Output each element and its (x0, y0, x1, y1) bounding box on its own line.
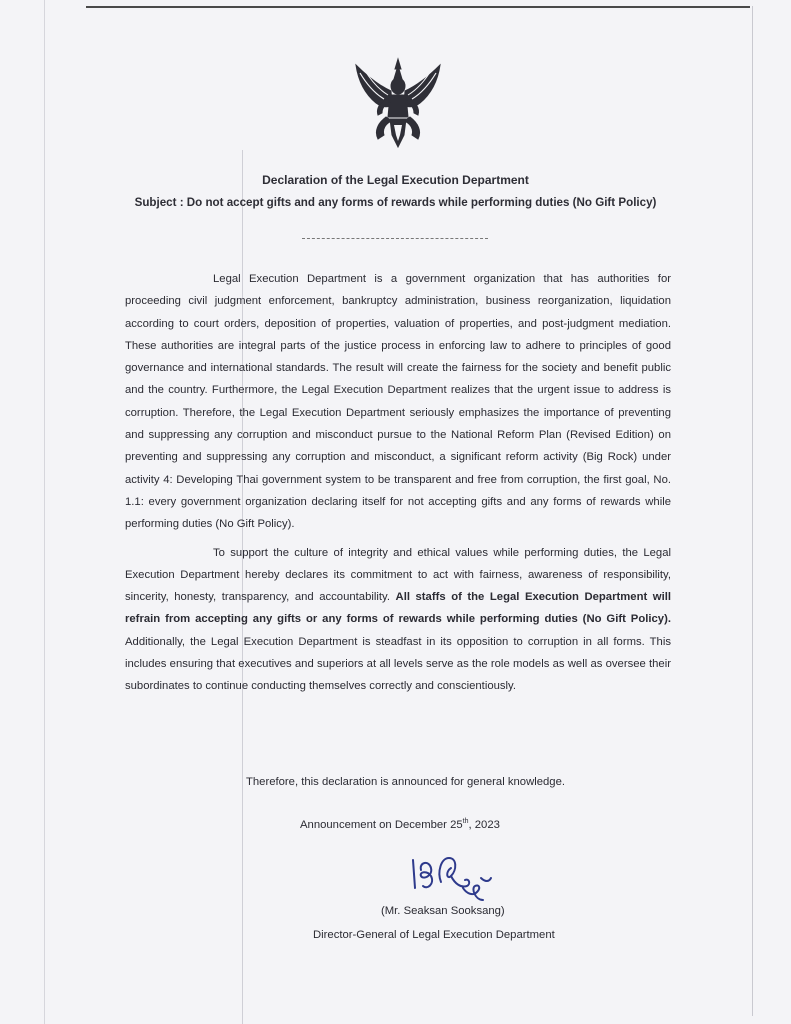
date-ordinal: th (462, 818, 469, 825)
scan-left-edge (44, 0, 45, 1024)
closing-statement: Therefore, this declaration is announced for general knowledge. (245, 776, 566, 788)
paragraph-2 (125, 542, 671, 698)
handwritten-signature-icon (405, 848, 500, 906)
signer-position: Director-General of Legal Execution Department (313, 929, 555, 941)
paragraph-2-conclusion: Additionally, the Legal Execution Department is steadfast in its opposition to corruption in all forms. This includes ensuring that executives and superiors at all levels serve as the role models as well as oversee their subordinates to continue conducting themselves correctly and conscientiously. (125, 635, 671, 693)
document-body (125, 268, 671, 698)
scan-top-border (86, 6, 750, 8)
scan-right-edge (752, 6, 753, 1016)
no-gift-policy-statement: All staffs of the Legal Execution Department will refrain from accepting any gifts or any forms of rewards while performing duties (No Gift Policy). (125, 591, 671, 626)
announcement-date (300, 818, 500, 831)
document-title: Declaration of the Legal Execution Department (262, 173, 529, 187)
garuda-emblem-icon (348, 55, 448, 155)
section-divider (302, 238, 488, 239)
date-prefix: Announcement on December 25 (300, 818, 463, 831)
date-year: , 2023 (468, 818, 500, 831)
paragraph-1: Legal Execution Department is a government organization that has authorities for proceeding civil judgment enforcement, bankruptcy administration, business reorganization, liquidation according to court orders, deposition of properties, valuation of properties, and post-judgment mediation. These authorities are integral parts of the justice process in enforcing law to adhere to principles of good governance and international standards. The result will create the fairness for the society and benefit public and the country. Furthermore, the Legal Execution Department realizes that the urgent issue to address is corruption. Therefore, the Legal Execution Department seriously emphasizes the importance of preventing and suppressing any corruption and misconduct pursue to the National Reform Plan (Revised Edition) on preventing and suppressing any corruption and misconduct, a significant reform activity (Big Rock) under activity 4: Developing Thai government system to be transparent and free from corruption, the first goal, No. 1.1: every government organization declaring itself for not accepting gifts and any forms of rewards while performing duties (No Gift Policy). (125, 273, 671, 531)
document-subject: Subject : Do not accept gifts and any forms of rewards while performing duties (No Gift Policy) (134, 196, 657, 209)
paragraph-2-intro: To support the culture of integrity and ethical values while performing duties, the Legal Execution Department hereby declares its commitment to act with fairness, awareness of responsibility, sincerity, honesty, transparency, and accountability. (125, 546, 671, 604)
signer-name: (Mr. Seaksan Sooksang) (381, 905, 505, 917)
